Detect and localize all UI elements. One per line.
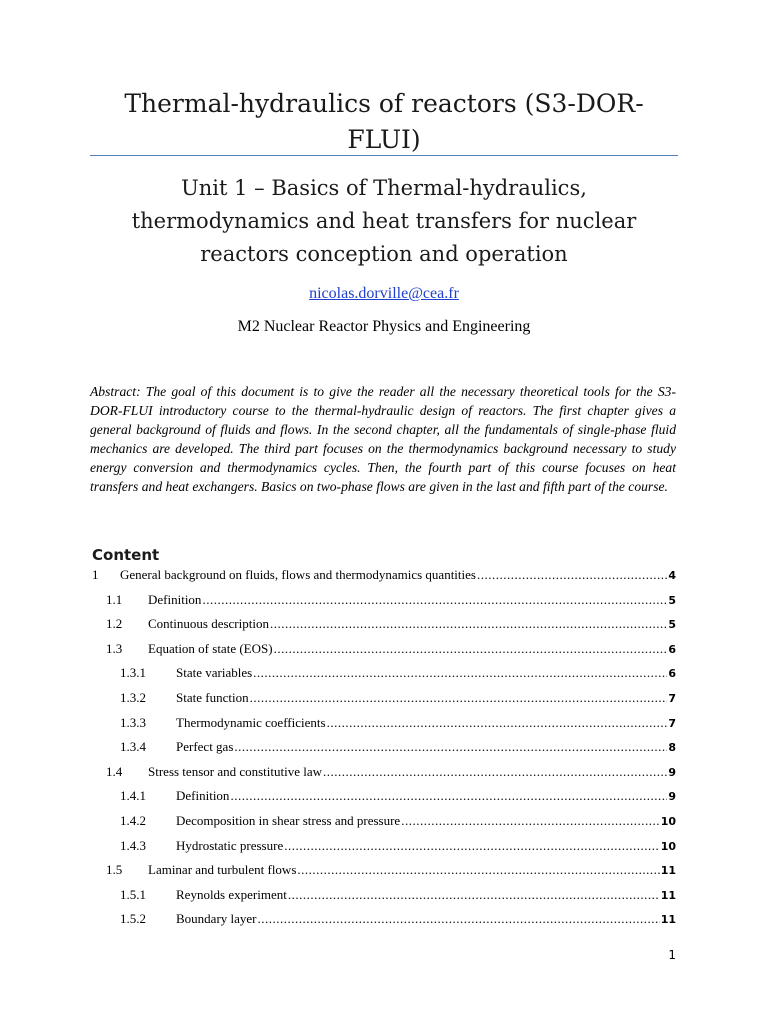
toc-entry-page: 7 xyxy=(668,716,676,730)
toc-entry[interactable] xyxy=(92,566,676,584)
toc-entry-page: 9 xyxy=(668,765,676,779)
content-heading: Content xyxy=(92,546,160,564)
toc-entry-number: 1 xyxy=(92,567,99,582)
page-number: 1 xyxy=(668,948,676,962)
toc-entry-number: 1.3.2 xyxy=(120,690,146,705)
toc-entry-title: Decomposition in shear stress and pressure xyxy=(176,813,401,828)
toc-entry-page: 9 xyxy=(668,790,676,804)
toc-entry-number: 1.4.2 xyxy=(120,813,146,828)
toc-entry[interactable] xyxy=(120,886,676,904)
toc-dot-leader xyxy=(234,738,667,756)
title-divider xyxy=(90,155,678,156)
toc-entry-page: 11 xyxy=(660,888,676,902)
toc-entry-title: State variables xyxy=(176,665,253,681)
toc-dot-leader xyxy=(253,664,667,682)
toc-dot-leader xyxy=(327,714,668,732)
toc-entry-page: 7 xyxy=(668,692,676,705)
toc-entry-number: 1.5.2 xyxy=(120,911,146,927)
toc-entry-number: 1.4.3 xyxy=(120,837,146,853)
toc-dot-leader xyxy=(258,910,660,928)
toc-entry[interactable] xyxy=(106,591,676,609)
toc-entry-number: 1.3.3 xyxy=(120,714,146,730)
toc-entry[interactable] xyxy=(120,787,676,805)
toc-dot-leader xyxy=(284,837,659,855)
toc-dot-leader xyxy=(202,591,667,609)
toc-entry[interactable] xyxy=(106,861,676,879)
document-subtitle: Unit 1 – Basics of Thermal-hydraulics, thermodynamics and heat transfers for nuclear reactors conception and operation xyxy=(131,176,637,266)
toc-entry-number: 1.1 xyxy=(106,591,123,607)
toc-entry-number: 1.4.1 xyxy=(120,788,146,804)
toc-entry[interactable] xyxy=(120,812,676,830)
toc-entry[interactable] xyxy=(106,640,676,658)
toc-dot-leader xyxy=(477,566,667,584)
toc-entry-number: 1.3 xyxy=(106,640,123,656)
toc-entry-title: Definition xyxy=(148,591,202,607)
toc-entry[interactable] xyxy=(120,738,676,756)
document-title: Thermal-hydraulics of reactors (S3-DOR-FLUI) xyxy=(124,89,644,154)
toc-entry-title: Stress tensor and constitutive law xyxy=(148,763,323,779)
toc-entry[interactable] xyxy=(106,763,676,781)
toc-dot-leader xyxy=(288,886,660,904)
toc-entry[interactable] xyxy=(106,615,676,633)
toc-dot-leader xyxy=(270,615,667,633)
author-email-link[interactable]: nicolas.dorville@cea.fr xyxy=(309,285,459,302)
toc-entry[interactable] xyxy=(120,664,676,682)
toc-entry-title: Boundary layer xyxy=(176,911,257,927)
toc-entry[interactable] xyxy=(120,910,676,928)
toc-entry-title: Hydrostatic pressure xyxy=(176,837,284,853)
toc-entry-page: 5 xyxy=(668,593,676,607)
abstract: Abstract: The goal of this document is to give the reader all the necessary theoretical tools for the S3-DOR-FLUI introductory course to the thermal-hydraulic design of reactors. The first chapter gives a general background of fluids and flows. In the second chapter, all the fundamentals of single-phase fluid mechanics are developed. The third part focuses on the thermodynamics background necessary to study energy conversion and thermodynamics cycles. Then, the fourth part of this course focuses on heat transfers and heat exchangers. Basics on two-phase flows are given in the last and fifth part of the course. xyxy=(90,384,676,494)
toc-entry-page: 10 xyxy=(660,839,676,853)
toc-entry-title: Equation of state (EOS) xyxy=(148,640,273,656)
toc-dot-leader xyxy=(250,689,668,707)
toc-entry-number: 1.4 xyxy=(106,763,123,779)
toc-entry-title: State function xyxy=(176,690,249,705)
toc-entry-number: 1.3.1 xyxy=(120,665,146,681)
toc-entry-page: 11 xyxy=(660,864,676,878)
toc-entry-page: 11 xyxy=(660,913,676,927)
toc-dot-leader xyxy=(401,812,659,830)
toc-entry-title: Continuous description xyxy=(148,616,269,632)
affiliation: M2 Nuclear Reactor Physics and Engineering xyxy=(237,318,531,335)
toc-entry-number: 1.5 xyxy=(106,862,123,878)
toc-entry-page: 6 xyxy=(668,667,676,681)
toc-entry[interactable] xyxy=(120,714,676,732)
toc-entry[interactable] xyxy=(120,689,676,707)
toc-entry-page: 4 xyxy=(668,569,676,582)
toc-dot-leader xyxy=(297,861,659,879)
toc-dot-leader xyxy=(230,787,667,805)
toc-entry-title: Perfect gas xyxy=(176,739,234,755)
toc-entry-title: Laminar and turbulent flows xyxy=(148,862,297,878)
toc-entry-title: Definition xyxy=(176,788,230,804)
toc-entry-number: 1.3.4 xyxy=(120,739,146,755)
toc-entry-title: Reynolds experiment xyxy=(176,886,287,902)
toc-entry-page: 6 xyxy=(668,642,676,656)
toc-entry-number: 1.2 xyxy=(106,616,123,632)
toc-entry-title: Thermodynamic coefficients xyxy=(176,714,326,730)
toc-entry[interactable] xyxy=(120,837,676,855)
toc-dot-leader xyxy=(323,763,667,781)
toc-entry-page: 8 xyxy=(668,741,676,755)
toc-entry-number: 1.5.1 xyxy=(120,886,146,902)
toc-entry-title: General background on fluids, flows and thermodynamics quantities xyxy=(120,567,476,582)
toc-entry-page: 5 xyxy=(668,618,676,632)
toc-entry-page: 10 xyxy=(660,815,676,828)
toc-dot-leader xyxy=(274,640,668,658)
